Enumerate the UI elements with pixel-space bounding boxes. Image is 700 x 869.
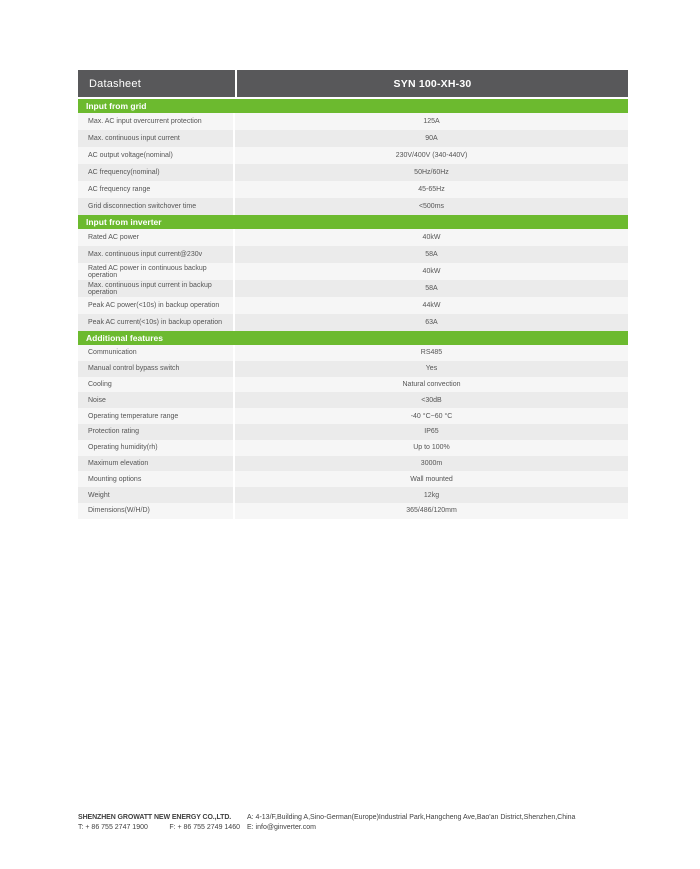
spec-label: AC frequency(nominal) — [78, 164, 235, 181]
spec-row — [78, 392, 628, 408]
spec-value: RS485 — [420, 349, 443, 357]
spec-label: Operating humidity(rh) — [78, 440, 235, 456]
model-title: SYN 100-XH-30 — [237, 70, 628, 97]
company-name: SHENZHEN GROWATT NEW ENERGY CO.,LTD. — [78, 814, 232, 821]
spec-value: -40 °C~60 °C — [410, 412, 453, 420]
spec-label: Communication — [78, 345, 235, 361]
spec-value: 230V/400V (340-440V) — [395, 152, 468, 159]
spec-value: Wall mounted — [410, 475, 453, 483]
spec-value: IP65 — [424, 428, 439, 436]
address: A: 4-13/F,Building A,Sino-German(Europe)Industrial Park,Hangcheng Ave,Bao'an District,Shenzhen,China — [247, 814, 576, 821]
spec-label: Protection rating — [78, 424, 235, 440]
spec-row — [78, 377, 628, 393]
spec-value: 45-65Hz — [418, 186, 445, 193]
spec-row — [78, 198, 628, 215]
spec-row — [78, 408, 628, 424]
spec-value: 44kW — [422, 302, 441, 309]
spec-row — [78, 471, 628, 487]
spec-row — [78, 280, 628, 297]
spec-row — [78, 181, 628, 198]
spec-value: 90A — [425, 135, 438, 142]
spec-label: Peak AC power(<10s) in backup operation — [78, 297, 235, 314]
footer-phones — [78, 823, 240, 833]
spec-value: 40kW — [422, 268, 441, 275]
spec-value: 125A — [423, 118, 440, 125]
spec-row — [78, 424, 628, 440]
spec-row — [78, 314, 628, 331]
footer — [78, 813, 638, 832]
section-title: Additional features — [78, 331, 628, 345]
spec-label: AC output voltage(nominal) — [78, 147, 235, 164]
section-rows — [78, 229, 628, 331]
email: E: info@ginverter.com — [247, 823, 316, 831]
spec-label: Max. continuous input current in backup operation — [78, 280, 235, 297]
footer-company-block — [78, 813, 240, 832]
spec-value: 365/486/120mm — [406, 507, 457, 515]
spec-label: Max. AC input overcurrent protection — [78, 113, 235, 130]
datasheet-title: Datasheet — [78, 70, 235, 97]
fax: F: + 86 755 2749 1460 — [169, 823, 240, 831]
spec-label: Operating temperature range — [78, 408, 235, 424]
spec-label: Noise — [78, 392, 235, 408]
spec-row — [78, 130, 628, 147]
spec-label: Weight — [78, 487, 235, 503]
spec-label: Max. continuous input current@230v — [78, 246, 235, 263]
spec-row — [78, 229, 628, 246]
spec-label: Rated AC power — [78, 229, 235, 246]
spec-value: 12kg — [423, 491, 440, 499]
spec-row — [78, 345, 628, 361]
section-additional-features — [78, 331, 628, 519]
spec-label: Dimensions(W/H/D) — [78, 503, 235, 519]
table-header — [78, 70, 628, 97]
spec-label: Peak AC current(<10s) in backup operation — [78, 314, 235, 331]
spec-value: Yes — [425, 365, 438, 373]
spec-label: Maximum elevation — [78, 456, 235, 472]
spec-label: AC frequency range — [78, 181, 235, 198]
spec-row — [78, 456, 628, 472]
footer-address-block — [247, 813, 638, 832]
spec-value: 58A — [425, 251, 438, 258]
spec-row — [78, 297, 628, 314]
section-title: Input from inverter — [78, 215, 628, 229]
spec-value: 40kW — [422, 234, 441, 241]
spec-row — [78, 487, 628, 503]
spec-row — [78, 263, 628, 280]
spec-value: 3000m — [420, 459, 443, 467]
spec-row — [78, 147, 628, 164]
spec-value: 58A — [425, 285, 438, 292]
spec-value: 50Hz/60Hz — [414, 169, 449, 176]
spec-label: Manual control bypass switch — [78, 361, 235, 377]
section-rows — [78, 113, 628, 215]
telephone: T: + 86 755 2747 1900 — [78, 823, 148, 831]
spec-value: Natural convection — [402, 380, 461, 388]
spec-label: Cooling — [78, 377, 235, 393]
spec-value: Up to 100% — [413, 444, 450, 452]
spec-row — [78, 361, 628, 377]
spec-label: Mounting options — [78, 471, 235, 487]
spec-row — [78, 113, 628, 130]
spec-row — [78, 440, 628, 456]
section-title: Input from grid — [78, 99, 628, 113]
section-input-from-inverter — [78, 215, 628, 331]
spec-row — [78, 246, 628, 263]
spec-label: Grid disconnection switchover time — [78, 198, 235, 215]
spec-value: <30dB — [421, 396, 442, 404]
spec-table — [78, 70, 628, 519]
spec-label: Rated AC power in continuous backup operation — [78, 263, 235, 280]
spec-row — [78, 164, 628, 181]
spec-row — [78, 503, 628, 519]
spec-label: Max. continuous input current — [78, 130, 235, 147]
section-rows — [78, 345, 628, 519]
spec-value: 63A — [425, 319, 438, 326]
section-input-from-grid — [78, 99, 628, 215]
spec-value: <500ms — [418, 203, 445, 210]
